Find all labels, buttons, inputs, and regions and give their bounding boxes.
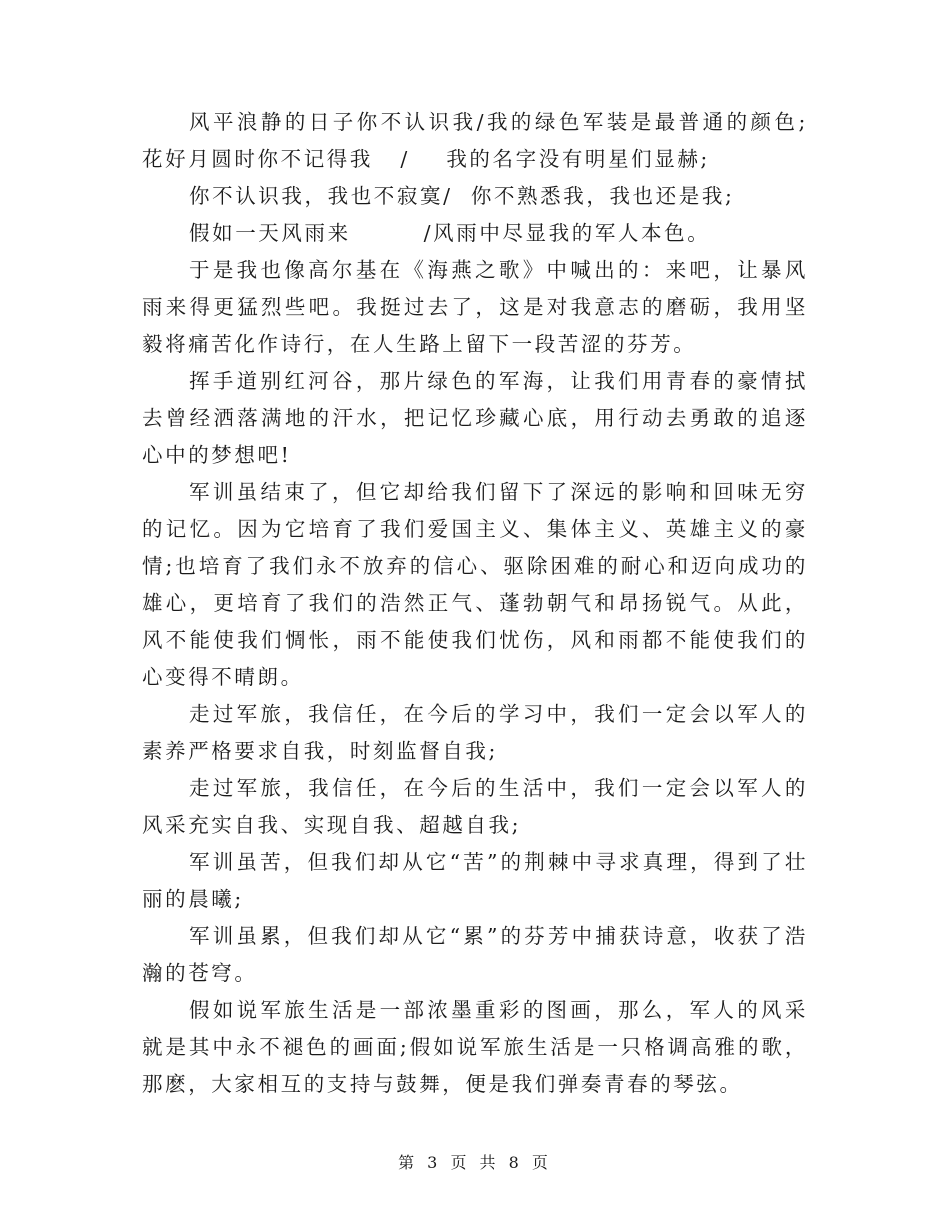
page-number-footer: 第 3 页 共 8 页 bbox=[398, 1153, 552, 1172]
paragraph-4: 于是我也像高尔基在《海燕之歌》中喊出的：来吧，让暴风雨来得更猛烈些吧。我挺过去了，这是对我意志的磨砺，我用坚毅将痛苦化作诗行，在人生路上留下一段苦涩的芬芳。 bbox=[142, 258, 808, 356]
paragraph-9: 军训虽苦，但我们却从它“苦”的荆棘中寻求真理，得到了壮丽的晨曦; bbox=[142, 850, 808, 911]
paragraph-5: 挥手道别红河谷，那片绿色的军海，让我们用青春的豪情拭去曾经洒落满地的汗水，把记忆珍藏心底，用行动去勇敢的追逐心中的梦想吧! bbox=[142, 369, 808, 467]
paragraph-1: 风平浪静的日子你不认识我/我的绿色军装是最普通的颜色;花好月圆时你不记得我 / 我的名字没有明星们显赫; bbox=[142, 110, 808, 171]
document-body bbox=[142, 104, 808, 1103]
paragraph-8: 走过军旅，我信任，在今后的生活中，我们一定会以军人的风采充实自我、实现自我、超越自我; bbox=[142, 776, 808, 837]
paragraph-3: 假如一天风雨来 /风雨中尽显我的军人本色。 bbox=[189, 221, 711, 245]
paragraph-7: 走过军旅，我信任，在今后的学习中，我们一定会以军人的素养严格要求自我，时刻监督自我; bbox=[142, 702, 808, 763]
paragraph-10: 军训虽累，但我们却从它“累”的芬芳中捕获诗意，收获了浩瀚的苍穹。 bbox=[142, 924, 808, 985]
paragraph-11: 假如说军旅生活是一部浓墨重彩的图画，那么，军人的风采就是其中永不褪色的画面;假如说军旅生活是一只格调高雅的歌，那麽，大家相互的支持与鼓舞，便是我们弹奏青春的琴弦。 bbox=[142, 998, 808, 1096]
paragraph-2: 你不认识我，我也不寂寞/ 你不熟悉我，我也还是我; bbox=[189, 184, 735, 208]
paragraph-6: 军训虽结束了，但它却给我们留下了深远的影响和回味无穷的记忆。因为它培育了我们爱国主义、集体主义、英雄主义的豪情;也培育了我们永不放弃的信心、驱除困难的耐心和迈向成功的雄心，更培育了我们的浩然正气、蓬勃朝气和昂扬锐气。从此，风不能使我们惆怅，雨不能使我们忧伤，风和雨都不能使我们的心变得不晴朗。 bbox=[142, 480, 808, 689]
